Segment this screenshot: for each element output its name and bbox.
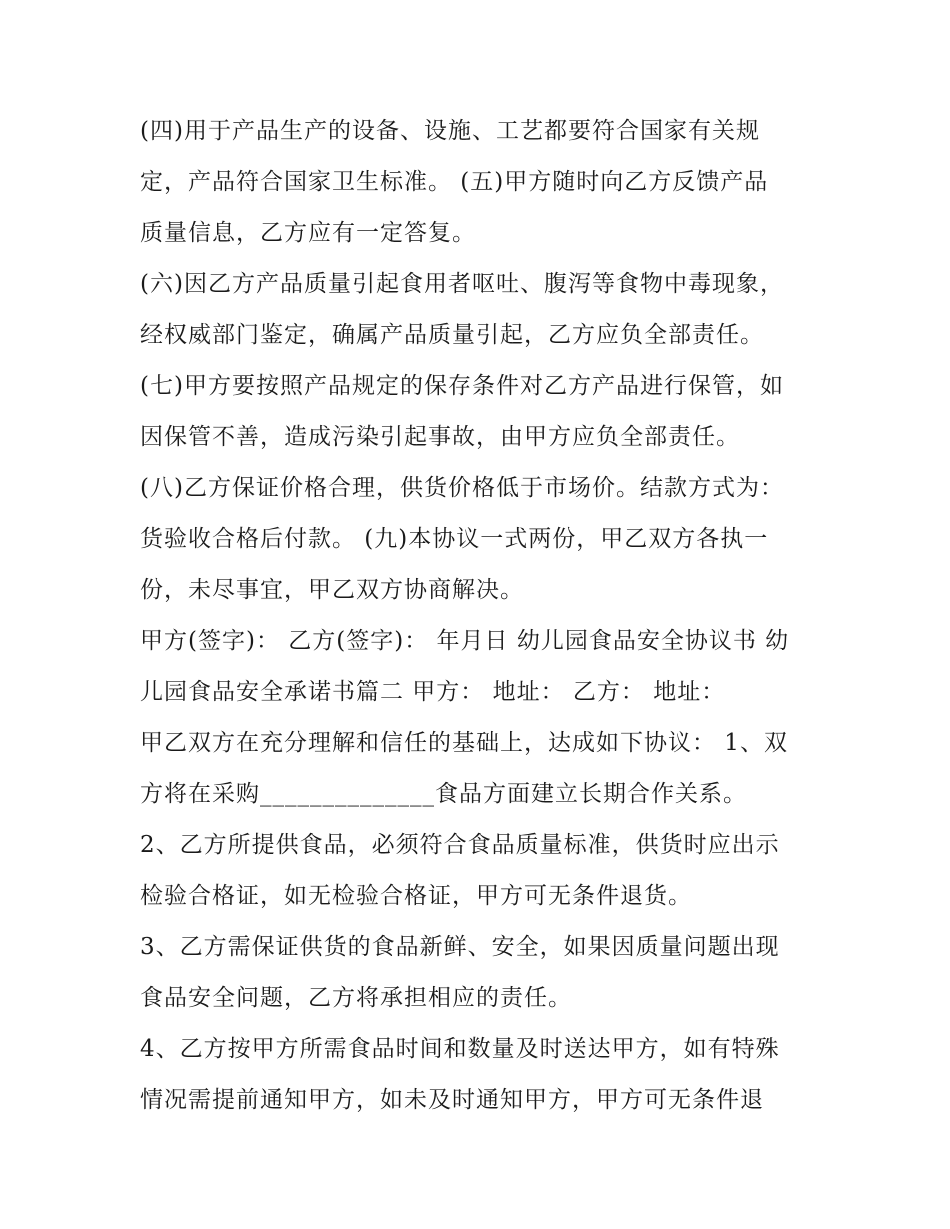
text-line: 甲乙双方在充分理解和信任的基础上，达成如下协议： 1、双 [140,730,788,756]
text-line: 质量信息，乙方应有一定答复。 [140,220,476,246]
text-line: 食品安全问题，乙方将承担相应的责任。 [140,985,572,1011]
text-line: 货验收合格后付款。 (九)本协议一式两份，甲乙双方各执一 [140,526,769,552]
text-line: 2、乙方所提供食品，必须符合食品质量标准，供货时应出示 [140,832,780,858]
text-line: 检验合格证，如无检验合格证，甲方可无条件退货。 [140,883,692,909]
document-body [140,106,820,1126]
text-line: (七)甲方要按照产品规定的保存条件对乙方产品进行保管，如 [140,373,784,399]
text-line: 4、乙方按甲方所需食品时间和数量及时送达甲方，如有特殊 [140,1036,780,1062]
text-line: 经权威部门鉴定，确属产品质量引起，乙方应负全部责任。 [140,322,764,348]
text-line: (八)乙方保证价格合理，供货价格低于市场价。结款方式为： [140,475,784,501]
text-line: 情况需提前通知甲方，如未及时通知甲方，甲方可无条件退 [140,1087,764,1113]
text-line: 方将在采购______________食品方面建立长期合作关系。 [140,781,747,807]
text-line: (六)因乙方产品质量引起食用者呕吐、腹泻等食物中毒现象， [140,271,784,297]
text-line: (四)用于产品生产的设备、设施、工艺都要符合国家有关规 [140,118,760,144]
text-line: 因保管不善，造成污染引起事故，由甲方应负全部责任。 [140,424,740,450]
text-line: 儿园食品安全承诺书篇二 甲方： 地址： 乙方： 地址： [140,679,726,705]
text-line: 3、乙方需保证供货的食品新鲜、安全，如果因质量问题出现 [140,934,780,960]
text-line: 定，产品符合国家卫生标准。 (五)甲方随时向乙方反馈产品 [140,169,769,195]
text-line: 甲方(签字)： 乙方(签字)： 年月日 幼儿园食品安全协议书 幼 [140,628,790,654]
text-line: 份，未尽事宜，甲乙双方协商解决。 [140,577,524,603]
